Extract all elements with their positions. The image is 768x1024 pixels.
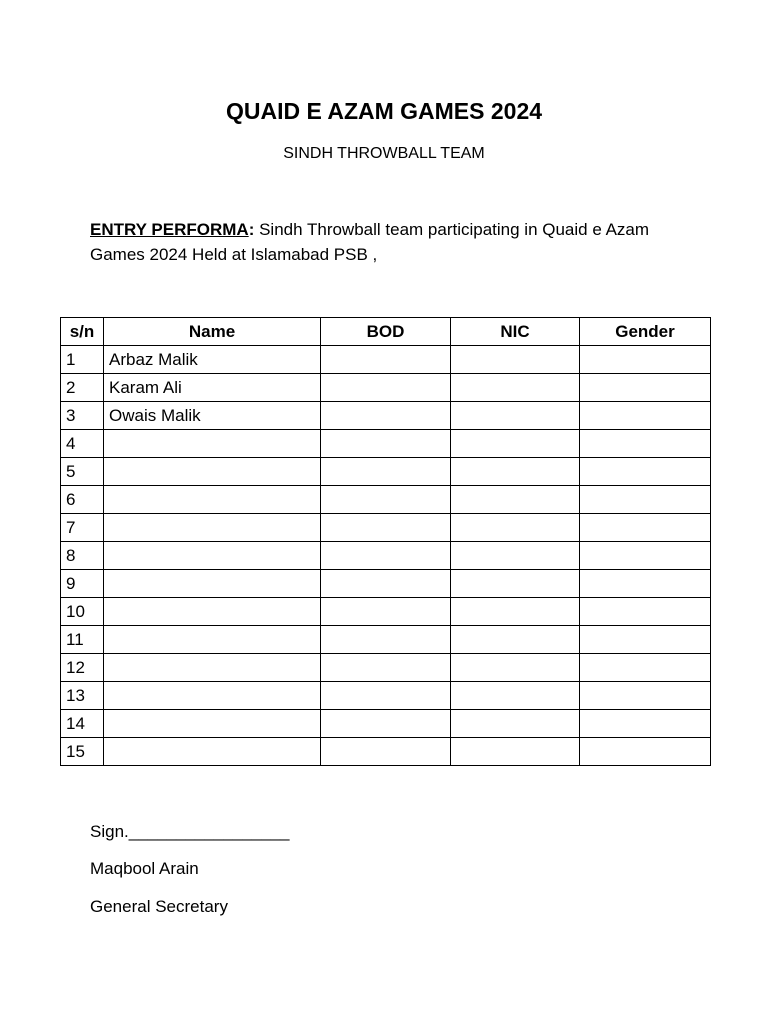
table-row <box>61 514 711 542</box>
cell-sn: 7 <box>61 514 104 542</box>
cell-bod <box>321 598 451 626</box>
cell-name <box>104 654 321 682</box>
cell-gender <box>580 458 711 486</box>
cell-sn: 6 <box>61 486 104 514</box>
table-row <box>61 346 711 374</box>
cell-nic <box>451 430 580 458</box>
cell-gender <box>580 486 711 514</box>
cell-bod <box>321 402 451 430</box>
cell-gender <box>580 374 711 402</box>
cell-bod <box>321 374 451 402</box>
table-row <box>61 598 711 626</box>
cell-bod <box>321 626 451 654</box>
cell-bod <box>321 542 451 570</box>
cell-nic <box>451 598 580 626</box>
cell-bod <box>321 458 451 486</box>
cell-sn: 11 <box>61 626 104 654</box>
signer-name: Maqbool Arain <box>90 859 199 878</box>
cell-nic <box>451 626 580 654</box>
table-row <box>61 626 711 654</box>
table-row <box>61 738 711 766</box>
header-gender: Gender <box>580 318 711 346</box>
cell-sn: 9 <box>61 570 104 598</box>
cell-sn: 1 <box>61 346 104 374</box>
cell-name <box>104 710 321 738</box>
table-row <box>61 542 711 570</box>
cell-name <box>104 430 321 458</box>
cell-gender <box>580 402 711 430</box>
table-row <box>61 486 711 514</box>
table-row <box>61 374 711 402</box>
cell-gender <box>580 430 711 458</box>
header-name: Name <box>104 318 321 346</box>
entry-label <box>90 220 254 239</box>
table-row <box>61 682 711 710</box>
cell-bod <box>321 654 451 682</box>
cell-nic <box>451 346 580 374</box>
cell-nic <box>451 710 580 738</box>
cell-nic <box>451 682 580 710</box>
cell-sn: 15 <box>61 738 104 766</box>
cell-nic <box>451 374 580 402</box>
cell-name <box>104 486 321 514</box>
table-row <box>61 710 711 738</box>
cell-sn: 8 <box>61 542 104 570</box>
cell-name: Owais Malik <box>104 402 321 430</box>
cell-gender <box>580 346 711 374</box>
cell-bod <box>321 486 451 514</box>
cell-nic <box>451 514 580 542</box>
cell-name: Karam Ali <box>104 374 321 402</box>
table-header-row <box>61 318 711 346</box>
cell-nic <box>451 738 580 766</box>
entry-table <box>60 317 711 766</box>
cell-bod <box>321 514 451 542</box>
entry-label-colon: : <box>248 220 255 239</box>
cell-nic <box>451 402 580 430</box>
cell-bod <box>321 570 451 598</box>
cell-nic <box>451 486 580 514</box>
cell-name: Arbaz Malik <box>104 346 321 374</box>
cell-nic <box>451 542 580 570</box>
cell-name <box>104 514 321 542</box>
cell-gender <box>580 514 711 542</box>
cell-sn: 12 <box>61 654 104 682</box>
header-nic: NIC <box>451 318 580 346</box>
cell-name <box>104 570 321 598</box>
entry-label-text: ENTRY PERFORMA <box>90 220 249 239</box>
header-bod: BOD <box>321 318 451 346</box>
cell-sn: 14 <box>61 710 104 738</box>
signature-line: Sign._________________ <box>90 822 290 841</box>
signer-title: General Secretary <box>90 897 228 916</box>
cell-gender <box>580 598 711 626</box>
cell-name <box>104 738 321 766</box>
entry-intro <box>90 217 670 267</box>
cell-gender <box>580 710 711 738</box>
cell-nic <box>451 570 580 598</box>
header-sn: s/n <box>61 318 104 346</box>
cell-nic <box>451 458 580 486</box>
cell-sn: 5 <box>61 458 104 486</box>
cell-gender <box>580 542 711 570</box>
cell-name <box>104 682 321 710</box>
cell-name <box>104 458 321 486</box>
cell-sn: 2 <box>61 374 104 402</box>
cell-gender <box>580 654 711 682</box>
cell-gender <box>580 682 711 710</box>
cell-bod <box>321 710 451 738</box>
cell-gender <box>580 626 711 654</box>
cell-sn: 13 <box>61 682 104 710</box>
document-subtitle: SINDH THROWBALL TEAM <box>283 145 485 162</box>
cell-sn: 3 <box>61 402 104 430</box>
cell-name <box>104 626 321 654</box>
cell-gender <box>580 570 711 598</box>
cell-sn: 10 <box>61 598 104 626</box>
cell-name <box>104 598 321 626</box>
cell-bod <box>321 738 451 766</box>
cell-name <box>104 542 321 570</box>
table-row <box>61 654 711 682</box>
cell-nic <box>451 654 580 682</box>
entry-description: Sindh Throwball team participating in Quaid e Azam Games 2024 Held at Islamabad PSB , <box>90 220 650 264</box>
cell-sn: 4 <box>61 430 104 458</box>
cell-bod <box>321 346 451 374</box>
document-title: QUAID E AZAM GAMES 2024 <box>225 98 543 124</box>
table-row <box>61 458 711 486</box>
table-body <box>61 346 711 766</box>
cell-bod <box>321 430 451 458</box>
cell-bod <box>321 682 451 710</box>
table-row <box>61 570 711 598</box>
table-row <box>61 430 711 458</box>
table-row <box>61 402 711 430</box>
cell-gender <box>580 738 711 766</box>
